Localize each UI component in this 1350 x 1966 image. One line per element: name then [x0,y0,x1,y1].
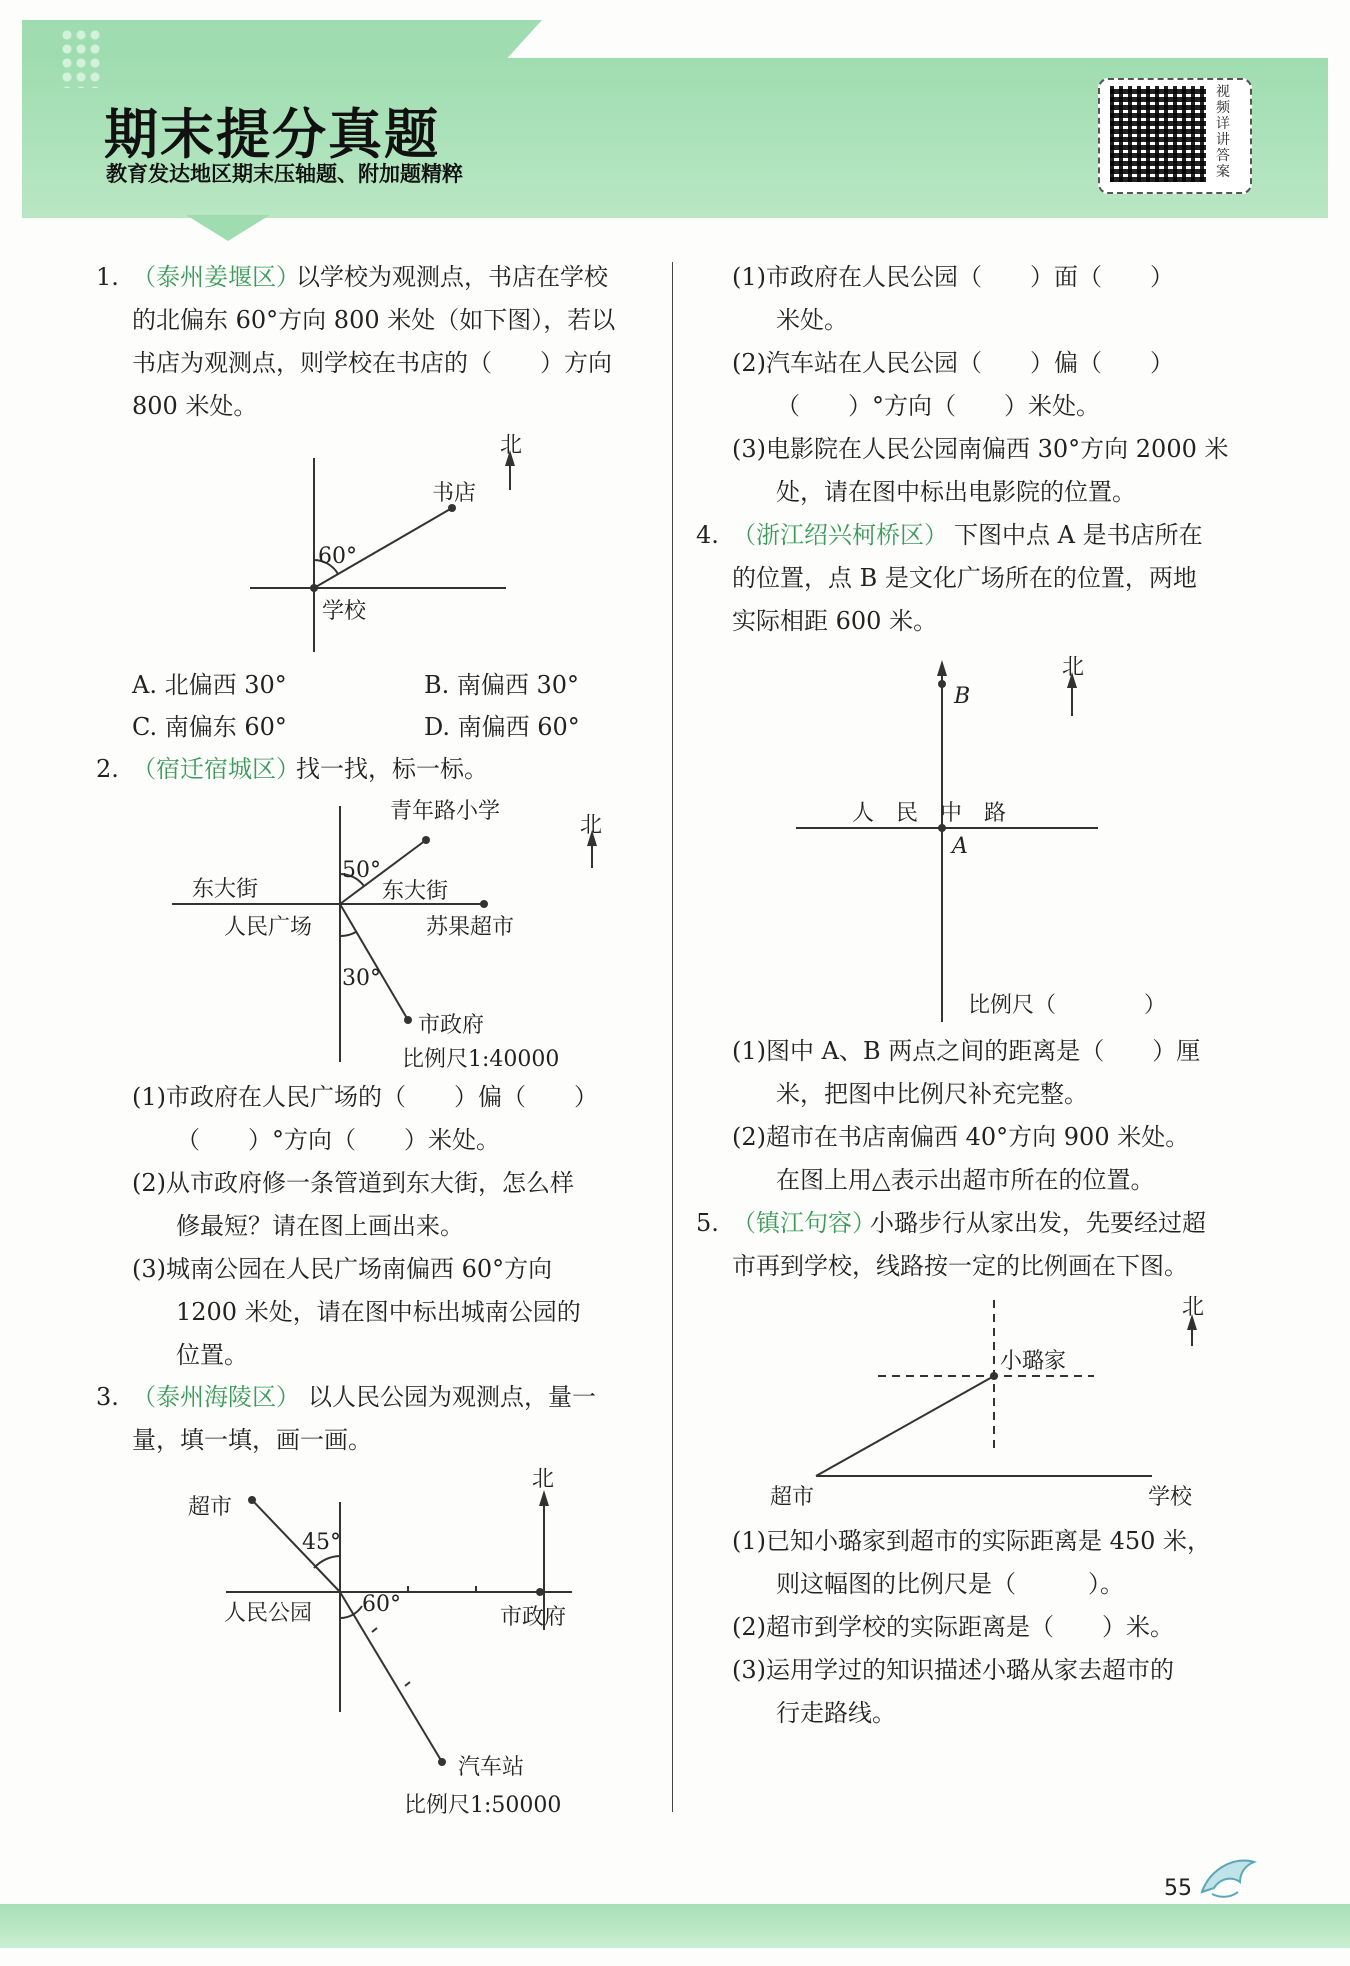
q1-line-1: 以学校为观测点，书店在学校 [296,263,608,291]
q2-sub-2b: 修最短？请在图上画出来。 [176,1212,464,1240]
q2-angle2-label: 30° [342,966,381,991]
q2-intro: 找一找，标一标。 [296,755,488,783]
q4-line-3: 实际相距 600 米。 [732,607,938,635]
q3-number: 3. [96,1383,119,1411]
q4-line-1: 下图中点 A 是书店所在 [954,521,1203,549]
q4-scale-label: 比例尺（ ） [968,993,1167,1018]
q4-sub-2b: 在图上用△表示出超市所在的位置。 [776,1166,1155,1194]
q5-number: 5. [696,1209,719,1237]
q4-sub-2: (2)超市在书店南偏西 40°方向 900 米处。 [732,1123,1190,1151]
q2-scale-label: 比例尺1:40000 [402,1047,560,1072]
q5-line-2: 市再到学校，线路按一定的比例画在下图。 [732,1252,1188,1280]
q3-source: （泰州海陵区） [132,1383,300,1411]
q5-supermarket-label: 超市 [770,1485,815,1510]
q4-source: （浙江绍兴柯桥区） [732,521,948,549]
q4-north-label: 北 [1062,655,1085,680]
q4-point-b: B [954,684,971,709]
q1-option-d[interactable]: D. 南偏西 60° [424,713,580,741]
q4-line-2: 的位置，点 B 是文化广场所在的位置，两地 [732,564,1197,592]
q3-line-2: 量，填一填，画一画。 [132,1426,372,1454]
q5-source: （镇江句容） [732,1209,876,1237]
q1-school-label: 学校 [322,599,367,624]
q5-sub-3b: 行走路线。 [776,1699,896,1727]
footer-band [0,1904,1350,1948]
q1-line-3: 书店为观测点，则学校在书店的（ ）方向 [132,349,612,377]
q3-sub-1b: 米处。 [776,306,848,334]
q3-sub-2: (2)汽车站在人民公园（ ）偏（ ） [732,349,1174,377]
q5-sub-1: (1)已知小璐家到超市的实际距离是 450 米， [732,1527,1212,1555]
q3-north-label: 北 [532,1467,555,1492]
q2-sub-3: (3)城南公园在人民广场南偏西 60°方向 [132,1255,553,1283]
q1-line-4: 800 米处。 [132,392,258,420]
qr-label: 视频详讲答案 [1216,84,1230,180]
q2-gov-label: 市政府 [418,1013,485,1038]
q3-sub-1: (1)市政府在人民公园（ ）面（ ） [732,263,1174,291]
q1-line-2: 的北偏东 60°方向 800 米处（如下图），若以 [132,306,616,334]
q2-street-left-label: 东大街 [192,877,259,902]
q2-north-label: 北 [580,813,603,838]
q2-sub-1: (1)市政府在人民广场的（ ）偏（ ） [132,1083,598,1111]
q3-angle2-label: 60° [362,1592,401,1617]
q5-school-label: 学校 [1148,1485,1193,1510]
q5-line-1: 小璐步行从家出发，先要经过超 [870,1209,1206,1237]
q4-sub-1: (1)图中 A、B 两点之间的距离是（ ）厘 [732,1037,1201,1065]
q1-source: （泰州姜堰区） [132,263,300,291]
q1-angle-label: 60° [318,544,357,569]
q2-supermarket-label: 苏果超市 [426,915,515,940]
q2-street-right-label: 东大街 [382,879,449,904]
q2-sub-2: (2)从市政府修一条管道到东大街，怎么样 [132,1169,574,1197]
q3-station-label: 汽车站 [458,1755,525,1780]
q3-gov-label: 市政府 [500,1605,567,1630]
q4-point-a: A [952,834,968,859]
q3-sub-2b: （ ）°方向（ ）米处。 [776,392,1100,420]
q2-angle1-label: 50° [342,858,381,883]
q3-angle1-label: 45° [302,1530,341,1555]
q2-sub-3c: 位置。 [176,1341,248,1369]
q5-sub-3: (3)运用学过的知识描述小璐从家去超市的 [732,1656,1174,1684]
q3-sub-3b: 处，请在图中标出电影院的位置。 [776,478,1136,506]
q1-bookstore-label: 书店 [432,481,477,506]
q3-sub-3: (3)电影院在人民公园南偏西 30°方向 2000 米 [732,435,1229,463]
q1-number: 1. [96,263,119,291]
q3-park-label: 人民公园 [224,1601,313,1626]
q4-road-label: 人 民 中 路 [852,801,1007,826]
q1-option-c[interactable]: C. 南偏东 60° [132,713,287,741]
q3-line-1: 以人民公园为观测点，量一 [308,1383,596,1411]
page-number: 55 [1164,1876,1192,1901]
page-subtitle: 教育发达地区期末压轴题、附加题精粹 [106,162,463,186]
q2-number: 2. [96,755,119,783]
q2-sub-3b: 1200 米处，请在图中标出城南公园的 [176,1298,581,1326]
q5-sub-2: (2)超市到学校的实际距离是（ ）米。 [732,1613,1174,1641]
q3-scale-label: 比例尺1:50000 [404,1793,562,1818]
q2-source: （宿迁宿城区） [132,755,300,783]
q1-north-label: 北 [500,433,523,458]
page-title: 期末提分真题 [104,103,440,166]
q5-home-label: 小璐家 [1000,1349,1067,1374]
q5-sub-1b: 则这幅图的比例尺是（ ）。 [776,1570,1124,1598]
q3-supermarket-label: 超市 [188,1495,233,1520]
q4-sub-1b: 米，把图中比例尺补充完整。 [776,1080,1088,1108]
dolphin-icon [1196,1848,1260,1908]
q4-number: 4. [696,521,719,549]
q5-north-label: 北 [1182,1295,1205,1320]
q2-school-label: 青年路小学 [390,799,501,824]
q1-option-a[interactable]: A. 北偏西 30° [132,671,287,699]
q2-sub-1b: （ ）°方向（ ）米处。 [176,1126,500,1154]
q2-square-label: 人民广场 [224,915,313,940]
q1-option-b[interactable]: B. 南偏西 30° [424,671,580,699]
